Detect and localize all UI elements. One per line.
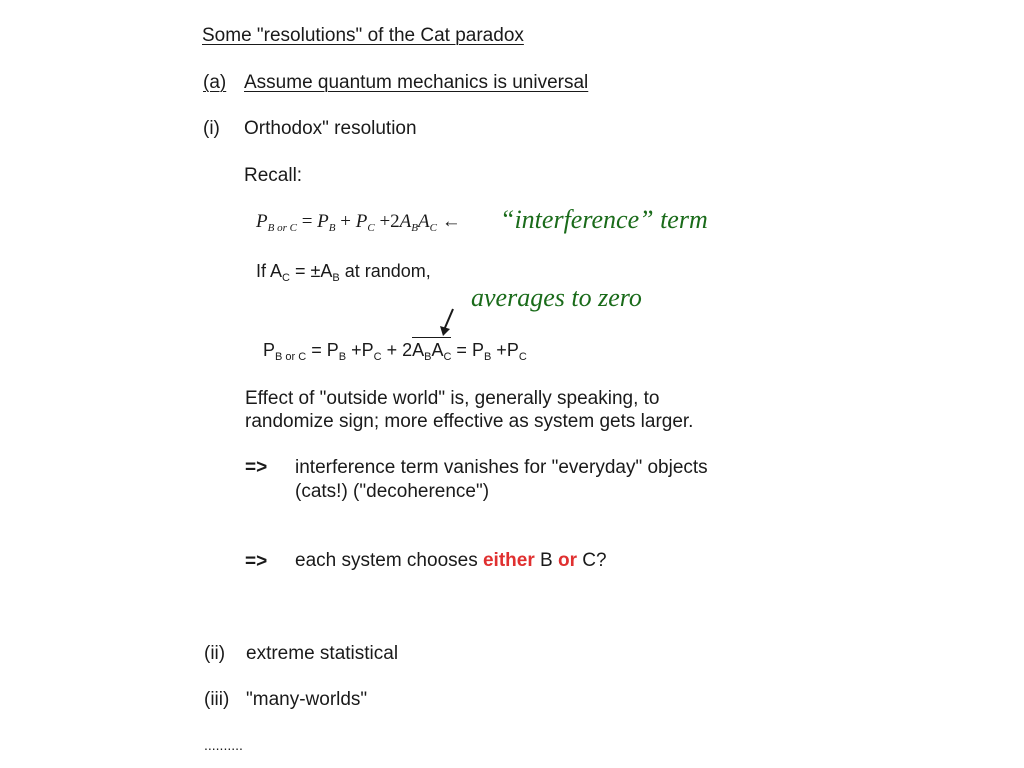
item-i-label: (i) (203, 118, 220, 139)
ellipsis: .......... (204, 737, 243, 753)
implication-arrow-2: => (245, 551, 268, 572)
item-ii-text: extreme statistical (246, 643, 399, 664)
equation-interference: $P_{B or C} = P_B + P_C +2A_BA_C$ ← (256, 211, 461, 234)
emphasis-either: either (482, 550, 535, 571)
left-arrow-icon: ← (441, 211, 461, 232)
condition-text: If $A_C = \pm A_B$ at random, (256, 261, 431, 284)
page-title: Some "resolutions" of the Cat paradox (202, 25, 524, 46)
pointer-arrow-icon (436, 306, 460, 336)
implication-1-line1: interference term vanishes for "everyday" objects (295, 457, 708, 478)
annotation-interference-term: “interference” term (500, 205, 708, 234)
implication-2-text: each system chooses either B or C? (295, 550, 607, 571)
recall-label: Recall: (244, 165, 303, 186)
equation-averaged: $P_{B or C} = P_B +P_C + 2A_BA_C = P_B +P_C$ (263, 341, 527, 363)
annotation-averages-to-zero: averages to zero (471, 283, 642, 312)
item-iii-label: (iii) (204, 689, 230, 710)
section-a-label: (a) (203, 72, 227, 93)
overlined-term: $A_BA_C$ (412, 337, 451, 360)
implication-arrow-1: => (245, 457, 268, 478)
emphasis-or: or (557, 550, 577, 571)
item-i-text: Orthodox" resolution (244, 118, 417, 139)
effect-text-line1: Effect of "outside world" is, generally speaking, to (245, 388, 660, 409)
item-iii-text: "many-worlds" (246, 689, 368, 710)
section-a-text: Assume quantum mechanics is universal (244, 72, 589, 93)
implication-1-line2: (cats!) ("decoherence") (295, 481, 490, 502)
effect-text-line2: randomize sign; more effective as system gets larger. (245, 411, 694, 432)
item-ii-label: (ii) (204, 643, 226, 664)
